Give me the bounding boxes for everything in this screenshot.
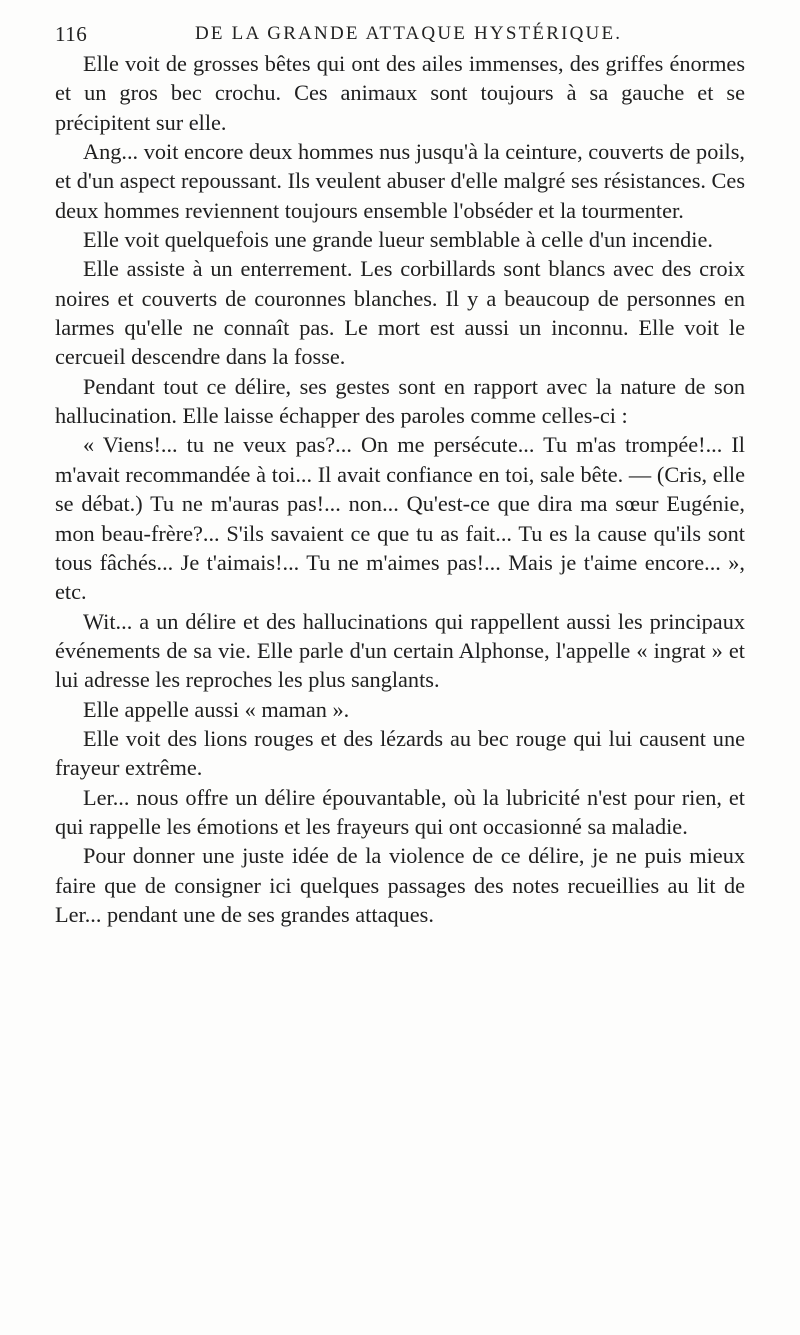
body-text xyxy=(55,49,745,929)
page-number: 116 xyxy=(55,22,88,46)
paragraph: Elle appelle aussi « maman ». xyxy=(83,696,350,722)
paragraph: Ler... nous offre un délire épouvantable, où la lubricité n'est pour rien, et qui rappelle les émotions et les frayeurs qui ont occasionné sa maladie. xyxy=(55,784,745,839)
quotation-paragraph: « Viens!... tu ne veux pas?... On me persécute... Tu m'as trompée!... Il m'avait recommandée à toi... Il avait confiance en toi, sale bête. — (Cris, elle se débat.) Tu ne m'auras pas!... non... Qu'est-ce que dira ma sœur Eugénie, mon beau-frère?... S'ils savaient ce que tu as fait... Tu es la cause qu'ils sont tous fâchés... Je t'aimais!... Tu ne m'aimes pas!... Mais je t'aime encore... », etc. xyxy=(55,432,745,605)
paragraph: Wit... a un délire et des hallucinations qui rappellent aussi les principaux événements de sa vie. Elle parle d'un certain Alphonse, l'appelle « ingrat » et lui adresse les reproches les plus sanglants. xyxy=(55,608,745,693)
paragraph: Elle voit de grosses bêtes qui ont des ailes immenses, des griffes énormes et un gros bec crochu. Ces animaux sont toujours à sa gauche et se précipitent sur elle. xyxy=(55,51,745,135)
paragraph: Pour donner une juste idée de la violence de ce délire, je ne puis mieux faire que de consigner ici quelques passages des notes recueillies au lit de Ler... pendant une de ses grandes attaques. xyxy=(55,843,745,927)
page-header xyxy=(55,22,745,52)
paragraph: Elle voit quelquefois une grande lueur semblable à celle d'un incendie. xyxy=(83,227,713,253)
paragraph: Ang... voit encore deux hommes nus jusqu'à la ceinture, couverts de poils, et d'un aspect repoussant. Ils veulent abuser d'elle malgré ses résistances. Ces deux hommes reviennent toujours ensemble l'obséder et la tourmenter. xyxy=(55,139,745,223)
running-title: DE LA GRANDE ATTAQUE HYSTÉRIQUE. xyxy=(195,23,623,44)
paragraph: Pendant tout ce délire, ses gestes sont en rapport avec la nature de son hallucination. Elle laisse échapper des paroles comme celles-ci : xyxy=(55,373,745,429)
paragraph: Elle voit des lions rouges et des lézards au bec rouge qui lui causent une frayeur extrême. xyxy=(55,725,745,781)
paragraph: Elle assiste à un enterrement. Les corbillards sont blancs avec des croix noires et couverts de couronnes blanches. Il y a beaucoup de personnes en larmes qu'elle ne connaît pas. Le mort est aussi un inconnu. Elle voit le cercueil descendre dans la fosse. xyxy=(55,256,745,370)
